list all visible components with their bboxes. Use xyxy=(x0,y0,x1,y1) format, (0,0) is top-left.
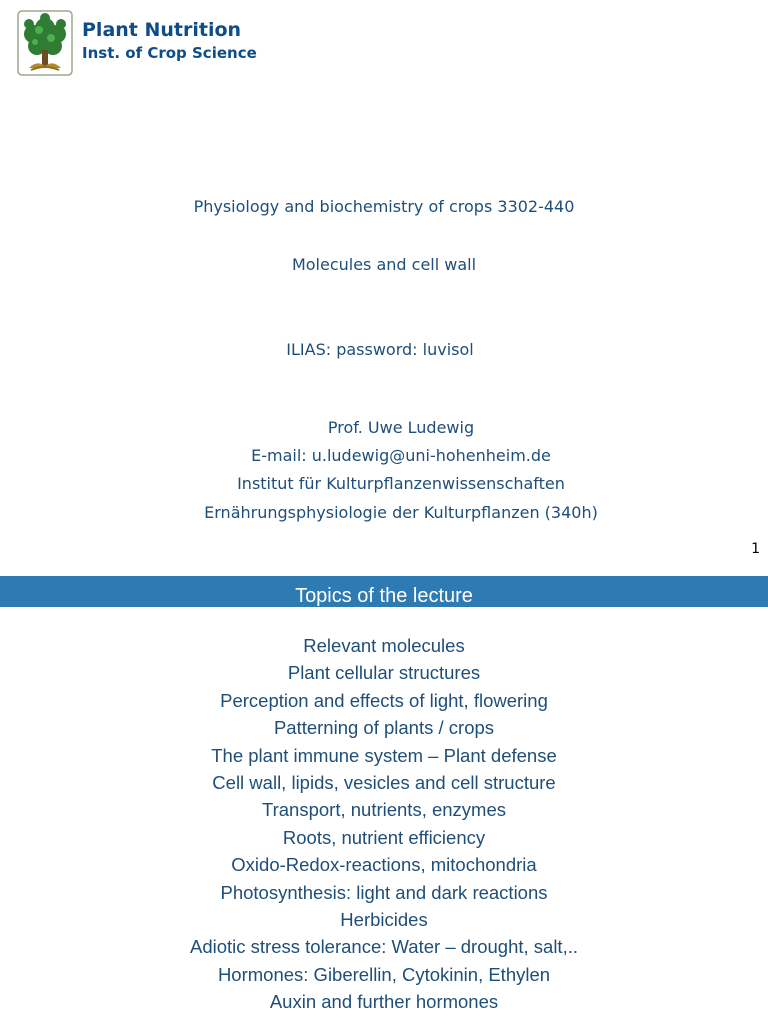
topics-list xyxy=(0,632,768,1015)
professor-name: Prof. Uwe Ludewig xyxy=(327,418,475,437)
list-item: Hormones: Giberellin, Cytokinin, Ethylen xyxy=(217,963,551,985)
brand-subtitle: Inst. of Crop Science xyxy=(82,44,257,62)
list-item: Cell wall, lipids, vesicles and cell structure xyxy=(212,771,556,793)
list-item: Transport, nutrients, enzymes xyxy=(261,799,507,821)
course-title: Physiology and biochemistry of crops 3302-440 xyxy=(193,197,575,216)
list-item: Perception and effects of light, flowering xyxy=(220,689,548,711)
plant-tree-logo-icon xyxy=(17,10,73,76)
list-item: Photosynthesis: light and dark reactions xyxy=(220,881,548,903)
page-number: 1 xyxy=(751,541,760,557)
list-item: Roots, nutrient efficiency xyxy=(282,826,486,848)
list-item: The plant immune system – Plant defense xyxy=(211,744,557,766)
brand-title: Plant Nutrition xyxy=(82,19,242,41)
institute-line: Institut für Kulturpflanzenwissenschaften xyxy=(237,474,565,493)
department-line: Ernährungsphysiologie der Kulturpflanzen (340h) xyxy=(204,503,598,522)
list-item: Relevant molecules xyxy=(303,635,465,656)
topics-title: Topics of the lecture xyxy=(295,585,473,607)
ilias-password: ILIAS: password: luvisol xyxy=(286,340,474,359)
lecture-topic: Molecules and cell wall xyxy=(291,255,477,274)
list-item: Oxido-Redox-reactions, mitochondria xyxy=(231,854,537,876)
topics-header-bar xyxy=(0,576,768,607)
list-item: Adiotic stress tolerance: Water – drought, salt,.. xyxy=(190,936,578,958)
list-item: Plant cellular structures xyxy=(287,662,481,684)
list-item: Auxin and further hormones xyxy=(269,991,499,1013)
list-item: Herbicides xyxy=(340,908,428,930)
email-line: E-mail: u.ludewig@uni-hohenheim.de xyxy=(251,446,551,465)
brand-block xyxy=(82,18,257,64)
list-item: Patterning of plants / crops xyxy=(273,717,495,739)
